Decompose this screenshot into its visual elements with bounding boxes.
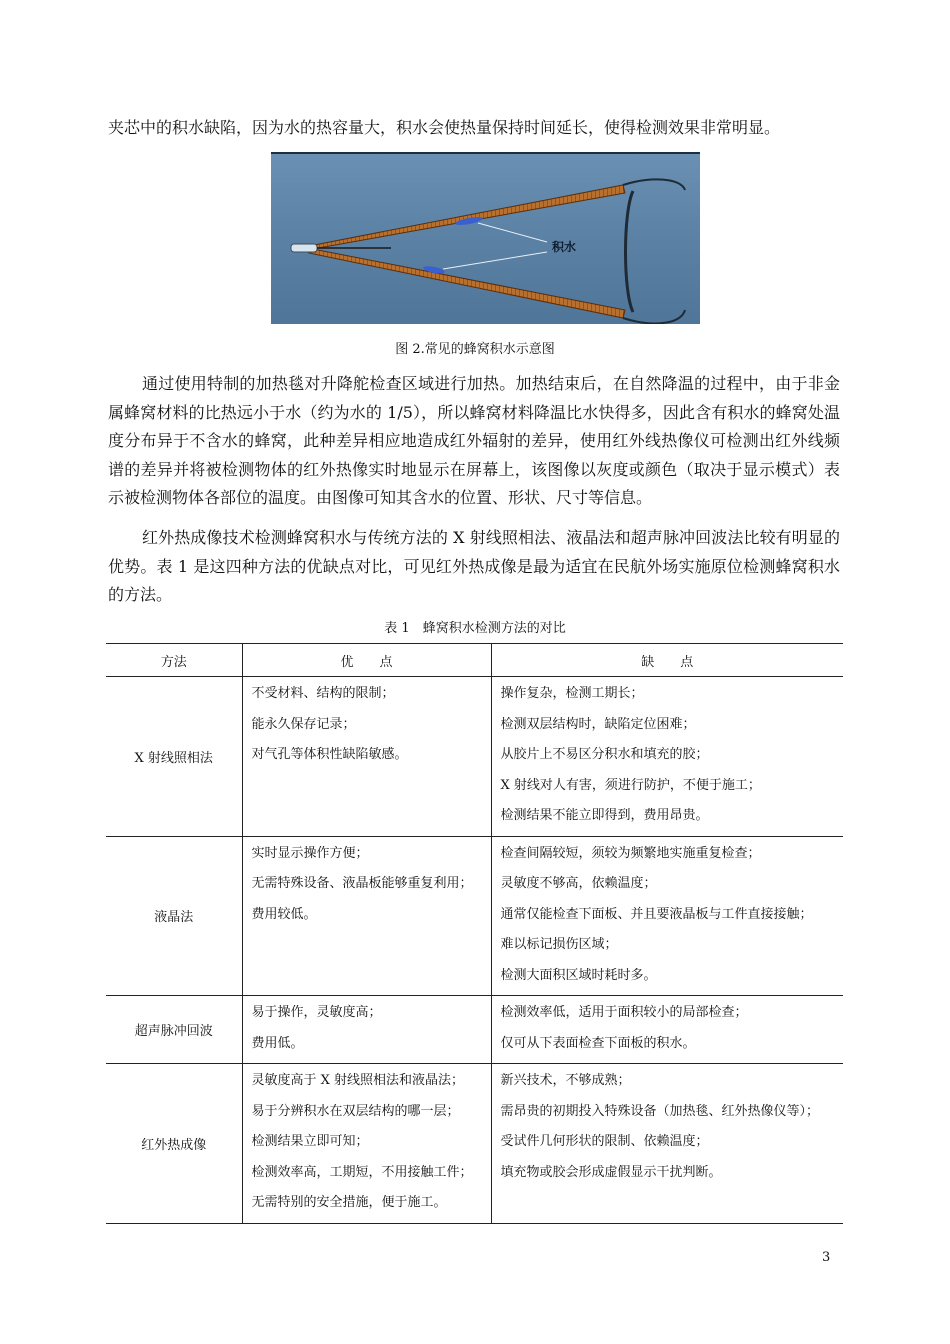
table-row — [106, 677, 843, 837]
cons-item: 从胶片上不易区分积水和填充的胶； — [500, 747, 709, 762]
pros-item: 对气孔等体积性缺陷敏感。 — [251, 747, 408, 762]
header-cons: 缺 点 — [491, 644, 843, 677]
pros-item: 实时显示操作方便； — [251, 845, 369, 861]
pros-cell — [242, 1064, 491, 1224]
pros-cell — [242, 836, 491, 996]
pros-item: 无需特殊设备、液晶板能够重复利用； — [251, 876, 473, 891]
cons-item: 通常仅能检查下面板、并且要液晶板与工件直接接触； — [500, 906, 813, 922]
comparison-table — [106, 643, 843, 1224]
water-label: 积水 — [552, 240, 577, 254]
paragraph-1: 夹芯中的积水缺陷，因为水的热容量大，积水会使热量保持时间延长，使得检测效果非常明显。 — [108, 118, 781, 137]
method-cell: 液晶法 — [106, 836, 242, 996]
table-row — [106, 1064, 843, 1224]
pros-item: 无需特别的安全措施，便于施工。 — [251, 1195, 447, 1210]
table-row — [106, 996, 843, 1064]
cons-cell — [491, 996, 843, 1064]
cons-item: 检测大面积区域时耗时多。 — [500, 967, 657, 983]
cons-cell — [491, 836, 843, 996]
honeycomb-diagram — [271, 152, 700, 324]
method-cell: 红外热成像 — [106, 1064, 242, 1224]
table-caption: 表 1 蜂窝积水检测方法的对比 — [384, 621, 566, 636]
header-pros: 优 点 — [242, 644, 491, 677]
cons-item: 填充物或胶会形成虚假显示干扰判断。 — [500, 1164, 722, 1180]
cons-item: 检查间隔较短，须较为频繁地实施重复检查； — [500, 845, 761, 861]
method-cell: 超声脉冲回波 — [106, 996, 242, 1064]
cons-item: 需昂贵的初期投入特殊设备（加热毯、红外热像仪等）； — [500, 1103, 820, 1119]
cons-item: 受试件几何形状的限制、依赖温度； — [500, 1134, 709, 1149]
pros-cell — [242, 996, 491, 1064]
cons-item: 检测结果不能立即得到，费用昂贵。 — [500, 808, 709, 823]
cons-item: 操作复杂，检测工期长； — [500, 686, 644, 701]
paragraph-2: 通过使用特制的加热毯对升降舵检查区域进行加热。加热结束后，在自然降温的过程中，由于非金属蜂窝材料的比热远小于水（约为水的 1/5），所以蜂窝材料降温比水快得多，因此含有积水的蜂窝处温度分布异于不含水的蜂窝，此种差异相应地造成红外辐射的差异，使用红外线热像仪可检测出红外线频谱的差异并将被检测物体的红外热像实时地显示在屏幕上，该图像以灰度或颜色（取决于显示模式）表示被检测物体各部位的温度。由图像可知其含水的位置、形状、尺寸等信息。 — [108, 374, 840, 507]
figure-caption: 图 2.常见的蜂窝积水示意图 — [395, 342, 555, 357]
pros-item: 不受材料、结构的限制； — [251, 686, 395, 701]
honeycomb-water-figure — [271, 152, 700, 324]
pros-item: 能永久保存记录； — [251, 716, 356, 732]
method-cell: X 射线照相法 — [106, 677, 242, 837]
cons-item: 仅可从下表面检查下面板的积水。 — [500, 1035, 696, 1051]
header-method: 方法 — [106, 644, 242, 677]
paragraph-3: 红外热成像技术检测蜂窝积水与传统方法的 X 射线照相法、液晶法和超声脉冲回波法比较有明显的优势。表 1 是这四种方法的优缺点对比，可见红外热成像是最为适宜在民航外场实施原位检测蜂窝积水的方法。 — [108, 528, 840, 604]
pros-item: 易于分辨积水在双层结构的哪一层； — [251, 1103, 460, 1119]
cons-item: X 射线对人有害，须进行防护，不便于施工； — [500, 777, 761, 793]
cons-item: 检测效率低，适用于面积较小的局部检查； — [500, 1005, 748, 1020]
pros-item: 检测效率高，工期短，不用接触工件； — [251, 1164, 473, 1180]
table-header-row — [106, 644, 843, 677]
pros-item: 灵敏度高于 X 射线照相法和液晶法； — [251, 1073, 465, 1088]
page-number: 3 — [822, 1250, 831, 1265]
figure-background — [271, 152, 700, 324]
cons-item: 灵敏度不够高，依赖温度； — [500, 876, 657, 891]
table-row — [106, 836, 843, 996]
pros-item: 易于操作，灵敏度高； — [251, 1005, 382, 1020]
cons-cell — [491, 1064, 843, 1224]
cons-item: 难以标记损伤区域； — [500, 937, 618, 952]
pros-item: 检测结果立即可知； — [251, 1134, 369, 1149]
pros-item: 费用低。 — [251, 1035, 304, 1051]
pros-item: 费用较低。 — [251, 906, 317, 922]
cons-item: 检测双层结构时，缺陷定位困难； — [500, 716, 696, 732]
cons-cell — [491, 677, 843, 837]
cons-item: 新兴技术，不够成熟； — [500, 1073, 631, 1088]
trailing-edge-tip — [291, 244, 317, 252]
pros-cell — [242, 677, 491, 837]
